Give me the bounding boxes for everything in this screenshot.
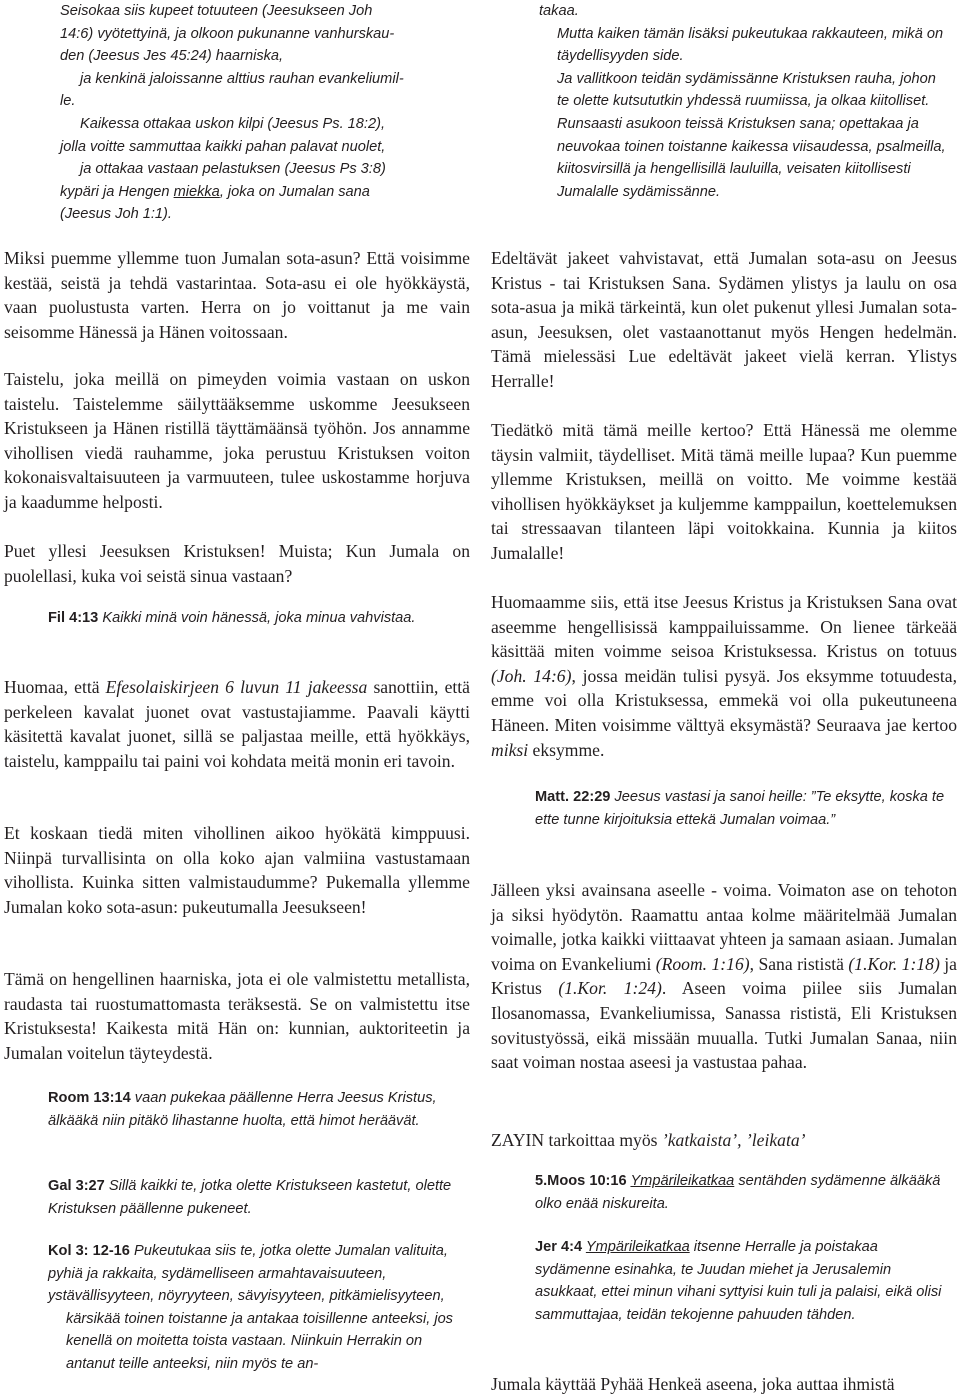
scripture-paragraph [48, 1240, 460, 1308]
paragraph-text: , Sana rististä [749, 953, 849, 974]
paragraph-text: , jossa meidän tulisi pysyä. Jos eksymme totuudesta, emme voi olla Kristuksessa, emmekä voi olla pukeutuneena Häneen. Miten voisimme välttyä eksymästä? Seuraava jae kertoo [491, 665, 957, 735]
verse-line: le. [60, 93, 76, 110]
verse-line: jolla voitte sammuttaa kaikki pahan palavat nuolet, [60, 138, 386, 155]
body-paragraph: Tämä on hengellinen haarniska, jota ei ole valmistettu metallista, raudasta tai ruostumattomasta teräksestä. Se on valmistettu itse Kristuksesta! Kaikesta mitä Hän on: kunnian, auktoriteetin ja Jumalan voitelun täyteydestä. [4, 969, 470, 1063]
verse-line: Runsaasti asukoon teissä Kristuksen sana; opettakaa ja neuvokaa toinen toistanne kaikessa viisaudessa, psalmeilla, kiitosvirsillä ja hengellisillä lauluilla, veisaten kiitollisesti Jumalalle sydämissänne. [557, 115, 946, 200]
body-paragraph: Edeltävät jakeet vahvistavat, että Jumalan sota-asu on Jeesus Kristus - tai Kristuksen Sana. Sydämen ylistys ja laulu on osa sota-asua ja mikä tärkeintä, kun olet pukenut yllesi Jumalan sota-asun, Jeesuksen, olet vastaanottanut myös Hengen hedelmän. Tämä mielessäsi Lue edeltävät jakeet vielä kerran. Ylistys Herralle! [491, 248, 957, 391]
scripture-reference: Gal 3:27 [48, 1178, 105, 1194]
body-paragraph: Tiedätkö mitä tämä meille kertoo? Että Hänessä me olemme täysin valmiit, täydelliset. Mitä tämä meille lupaa? Kun puemme yllemme Kristuksen, meillä on voitto. Me voimme kestää vihollisen hyökkäykset ja kuljemme kamppailun, koettelemuksen tai stressaavan tilanteen läpi voitokkaina. Kunnia ja kiitos Jumalalle! [491, 420, 957, 563]
body-paragraph: Miksi puemme yllemme tuon Jumalan sota-asun? Että voisimme kestää, seistä ja tehdä vastarintaa. Sota-asu ei ole hyökkäystä, vaan puolustusta varten. Herra on jo voittanut ja me vain seisomme Hänessä ja Hänen voitossaan. [4, 248, 470, 342]
scripture-text: Kaikki minä voin hänessä, joka minua vahvistaa. [98, 610, 416, 626]
verse-line: Kaikessa ottakaa uskon kilpi (Jeesus Ps. 18:2), [80, 115, 386, 132]
paragraph-italic-text: Efesolaiskirjeen 6 luvun 11 jakeessa [105, 677, 368, 697]
ephesians-verse-block [4, 0, 470, 226]
scripture-reference: Kol 3: 12-16 [48, 1243, 130, 1259]
body-paragraph [491, 1128, 957, 1153]
scripture-reference: 5.Moos 10:16 [535, 1173, 627, 1189]
paragraph-italic-text: miksi [491, 739, 529, 760]
verse-underlined-word: miekka [173, 183, 220, 200]
body-paragraph [491, 878, 957, 1075]
verse-line: takaa. [539, 3, 579, 19]
paragraph-italic-text: (Joh. 14:6) [491, 665, 572, 686]
paragraph-italic-text: (Room. 1:16) [655, 953, 750, 974]
scripture-reference: Matt. 22:29 [535, 789, 611, 805]
scripture-reference: Jer 4:4 [535, 1239, 583, 1255]
body-paragraph: Puet yllesi Jeesuksen Kristuksen! Muista; Kun Jumala on puolellasi, kuka voi seistä sinua vastaan? [4, 541, 470, 586]
scripture-quote [4, 1087, 470, 1132]
body-paragraph: Et koskaan tiedä miten vihollinen aikoo hyökätä kimppuusi. Niinpä turvallisinta on olla koko ajan valmiina vastustamaan vihollista. Kuinka sitten valmistaudumme? Pukemalla yllemme Jumalan koko sota-asun: pukeutumalla Jeesukseen! [4, 823, 470, 917]
verse-line: ja ottakaa vastaan pelastuksen (Jeesus Ps 3:8) [80, 161, 386, 178]
scripture-quote [4, 1240, 470, 1376]
verse-line: Seisokaa siis kupeet totuuteen (Jeesukseen Joh [60, 3, 373, 19]
body-paragraph: Jumala käyttää Pyhää Henkeä aseena, joka auttaa ihmistä [491, 1374, 895, 1394]
scripture-reference: Fil 4:13 [48, 610, 99, 626]
scripture-underlined-word: Ympärileikatkaa [630, 1173, 735, 1189]
verse-line: ja kenkinä jaloissanne alttius rauhan evankeliumil- [80, 70, 404, 87]
paragraph-text: Huomaamme siis, että itse Jeesus Kristus ja Kristuksen Sana ovat aseemme hengellisissä kamppailuissamme. On lienee tärkeää käsittää miten voimme seisoa Kristuksessa. Kristus on totuus [491, 592, 957, 662]
scripture-quote [491, 1236, 957, 1326]
scripture-text: vaan pukekaa päällenne Herra Jeesus Kristus, älkääkä niin pitäkö lihastanne huolta, että himot heräävät. [48, 1090, 437, 1129]
verse-line: den (Jeesus Jes 45:24) haarniska, [60, 48, 284, 65]
verse-line: 14:6) vyötettyinä, ja olkoon pukunanne vanhurskau- [60, 25, 395, 42]
scripture-quote [491, 786, 957, 831]
paragraph-italic-text: (1.Kor. 1:24) [558, 978, 662, 999]
paragraph-text: . Aseen voima piilee siis Jumalan Ilosanomassa, Evankeliumissa, Sanassa rististä, Eli Kristuksen sovitustyössä, eikä missään muualla. Tutki Jumalan Sanaa, niin saat voiman nostaa aseesi ja vastustaa pahaa. [491, 978, 958, 1073]
scripture-text: Sillä kaikki te, jotka olette Kristukseen kastetut, olette Kristuksen päällenne pukeneet. [48, 1178, 452, 1217]
colossians-continuation [491, 0, 957, 203]
paragraph-text: Jälleen yksi avainsana aseelle - voima. Voimaton ase on tehoton ja siksi hyödytön. Raamattu antaa kolme määritelmää Jumalan voimalle, jotka kaikki viittaavat yhteen ja samaan asiaan. Jumalan voima on Evankeliumi [491, 880, 957, 974]
verse-text: kypäri ja Hengen [60, 183, 174, 200]
body-paragraph [491, 590, 957, 762]
paragraph-italic-text: ’katkaista’, ’leikata’ [661, 1130, 806, 1150]
scripture-text: Jeesus vastasi ja sanoi heille: ”Te eksytte, koska te ette tunne kirjoituksia ettekä Jumalan voimaa.” [535, 789, 945, 828]
verse-text: , joka on Jumalan sana [219, 183, 370, 200]
scripture-paragraph: kärsikää toinen toistanne ja antakaa toisillenne anteeksi, jos kenellä on moitetta toista vastaan. Niinkuin Herrakin on antanut teille anteeksi, niin myös te an- [66, 1310, 453, 1372]
paragraph-text: eksymme. [528, 739, 605, 760]
scripture-reference: Room 13:14 [48, 1090, 131, 1106]
paragraph-italic-text: (1.Kor. 1:18) [848, 953, 940, 974]
scripture-quote [4, 607, 470, 630]
paragraph-text: ZAYIN tarkoittaa myös [491, 1130, 662, 1150]
body-paragraph: Taistelu, joka meillä on pimeyden voimia vastaan on uskon taistelu. Taistelemme säilyttääksemme uskomme Jeesukseen Kristukseen ja Hänen ristillä täyttämäänsä työhön. Jos annamme vihollisen viedä rauhamme, joka perustuu Kristuksen voiton kokonaisvaltaisuuteen ja varmuuteen, tulee uskostamme horjuva ja kaadumme helposti. [4, 369, 470, 512]
scripture-text: Pukeutukaa siis te, jotka olette Jumalan valituita, pyhiä ja rakkaita, sydämelliseen armahtavaisuuteen, ystävällisyyteen, nöyryyteen, sävyisyyteen, pitkämielisyyteen, [48, 1243, 448, 1305]
paragraph-text: ja Kristus [491, 953, 957, 999]
scripture-quote [4, 1175, 470, 1220]
scripture-quote [491, 1170, 957, 1215]
verse-line: Ja vallitkoon teidän sydämissänne Kristuksen rauha, johon te olette kutsututkin yhdessä ruumiissa, ja olkaa kiitolliset. [557, 70, 936, 110]
scripture-text: sentähden sydämenne älkääkä olko enää niskureita. [535, 1173, 941, 1212]
verse-line: Mutta kaiken tämän lisäksi pukeutukaa rakkauteen, mikä on täydellisyyden side. [557, 25, 944, 65]
paragraph-text: sanottiin, että perkeleen kavalat juonet ovat vastustajiamme. Paavali käytti käsitettä kavalat juonet, sillä se paljastaa meille, että hyökkäys, taistelu, kamppailu tai paini voi kohdata meitä monin eri tavoin. [4, 677, 470, 771]
paragraph-text: Huomaa, että [4, 677, 106, 697]
scripture-underlined-word: Ympärileikatkaa [585, 1239, 690, 1255]
scripture-text: itsenne Herralle ja poistakaa sydämenne esinahka, te Juudan miehet ja Jerusalemin asukkaat, ettei minun vihani syttyisi kuin tuli ja palaisi, eikä olisi sammuttajaa, teidän tekojenne pahuuden tähden. [535, 1239, 942, 1323]
verse-line: (Jeesus Joh 1:1). [60, 206, 172, 223]
body-paragraph [4, 675, 470, 773]
verse-line [4, 181, 470, 204]
